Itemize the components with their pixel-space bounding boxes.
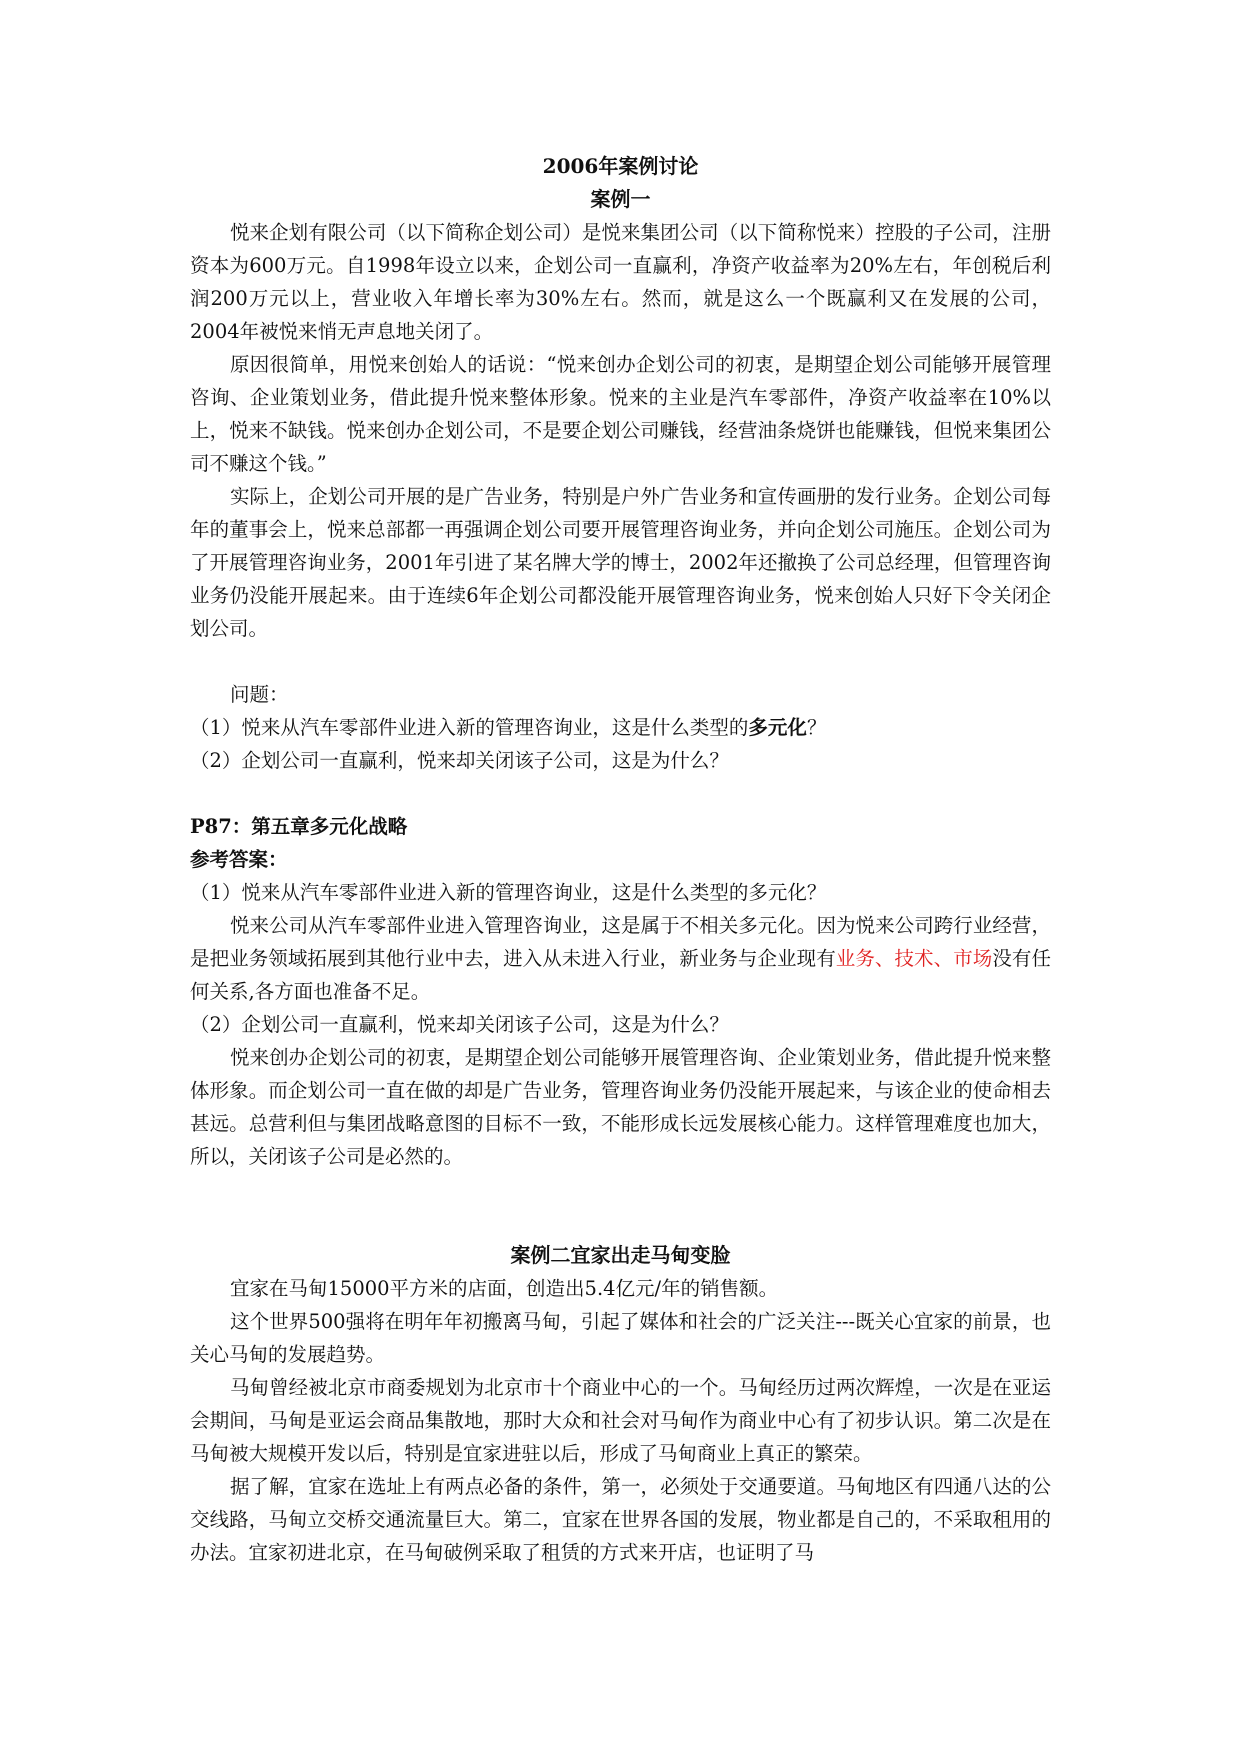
answer-1-prefix: 悦来公司从汽车零部件业进入管理咨询业，这是属于不相关多元化。因为悦来公司跨行业经营，是把业务领域拓展到其他行业中去，进入从未进入行业，新业务与企业现有 [190,914,1051,970]
case1-title: 案例一 [590,187,651,211]
case1-paragraph-1: 悦来企划有限公司（以下简称企划公司）是悦来集团公司（以下简称悦来）控股的子公司，注册资本为600万元。自1998年设立以来，企划公司一直赢利，净资产收益率为20%左右，年创税后利润200万元以上，营业收入年增长率为30%左右。然而，就是这么一个既赢利又在发展的公司，2004年被悦来悄无声息地关闭了。 [190,221,1051,343]
spacer [190,645,1051,678]
question-1 [190,711,1051,744]
answer-2-text: 悦来创办企划公司的初衷，是期望企划公司能够开展管理咨询、企业策划业务，借此提升悦来整体形象。而企划公司一直在做的却是广告业务，管理咨询业务仍没能开展起来，与该企业的使命相去甚远。总营利但与集团战略意图的目标不一致，不能形成长远发展核心能力。这样管理难度也加大，所以，关闭该子公司是必然的。 [190,1046,1051,1168]
document-title: 2006年案例讨论 [542,154,699,178]
answer-2-question: （2）企划公司一直赢利，悦来却关闭该子公司，这是为什么？ [190,1013,729,1036]
case2-title: 案例二宜家出走马甸变脸 [510,1243,731,1267]
question-1-text: （1）悦来从汽车零部件业进入新的管理咨询业，这是什么类型的 [190,716,749,739]
questions-label: 问题： [230,683,289,706]
answer-label: 参考答案： [190,848,288,871]
case1-paragraph-3: 实际上，企划公司开展的是广告业务，特别是户外广告业务和宣传画册的发行业务。企划公司每年的董事会上，悦来总部都一再强调企划公司要开展管理咨询业务，并向企划公司施压。企划公司为了开展管理咨询业务，2001年引进了某名牌大学的博士，2002年还撤换了公司总经理，但管理咨询业务仍没能开展起来。由于连续6年企划公司都没能开展管理咨询业务，悦来创始人只好下令关闭企划公司。 [190,485,1051,640]
case2-paragraph-2: 这个世界500强将在明年年初搬离马甸，引起了媒体和社会的广泛关注---既关心宜家的前景，也关心马甸的发展趋势。 [190,1310,1051,1366]
question-1-suffix: ？ [806,716,827,739]
question-1-bold: 多元化 [748,716,807,739]
answer-1-text [190,909,1051,1008]
question-2: （2）企划公司一直赢利，悦来却关闭该子公司，这是为什么？ [190,749,729,772]
case2-paragraph-3: 马甸曾经被北京市商委规划为北京市十个商业中心的一个。马甸经历过两次辉煌，一次是在亚运会期间，马甸是亚运会商品集散地，那时大众和社会对马甸作为商业中心有了初步认识。第二次是在马甸被大规模开发以后，特别是宜家进驻以后，形成了马甸商业上真正的繁荣。 [190,1376,1051,1465]
spacer [190,777,1051,810]
answer-1-highlight: 业务、技术、市场 [835,947,993,970]
case2-paragraph-4: 据了解，宜家在选址上有两点必备的条件，第一，必须处于交通要道。马甸地区有四通八达的公交线路，马甸立交桥交通流量巨大。第二，宜家在世界各国的发展，物业都是自己的，不采取租用的办法。宜家初进北京，在马甸破例采取了租赁的方式来开店，也证明了马 [190,1475,1051,1564]
spacer [190,1173,1051,1239]
chapter-reference: P87：第五章多元化战略 [190,815,408,838]
answer-1-suffix: 没有任何关系,各方面也准备不足。 [190,947,1051,1003]
answer-1-question: （1）悦来从汽车零部件业进入新的管理咨询业，这是什么类型的多元化？ [190,881,827,904]
case2-paragraph-1: 宜家在马甸15000平方米的店面，创造出5.4亿元/年的销售额。 [230,1277,779,1300]
case1-paragraph-2: 原因很简单，用悦来创始人的话说：“悦来创办企划公司的初衷，是期望企划公司能够开展管理咨询、企业策划业务，借此提升悦来整体形象。悦来的主业是汽车零部件，净资产收益率在10%以上，悦来不缺钱。悦来创办企划公司，不是要企划公司赚钱，经营油条烧饼也能赚钱，但悦来集团公司不赚这个钱。” [190,353,1051,475]
